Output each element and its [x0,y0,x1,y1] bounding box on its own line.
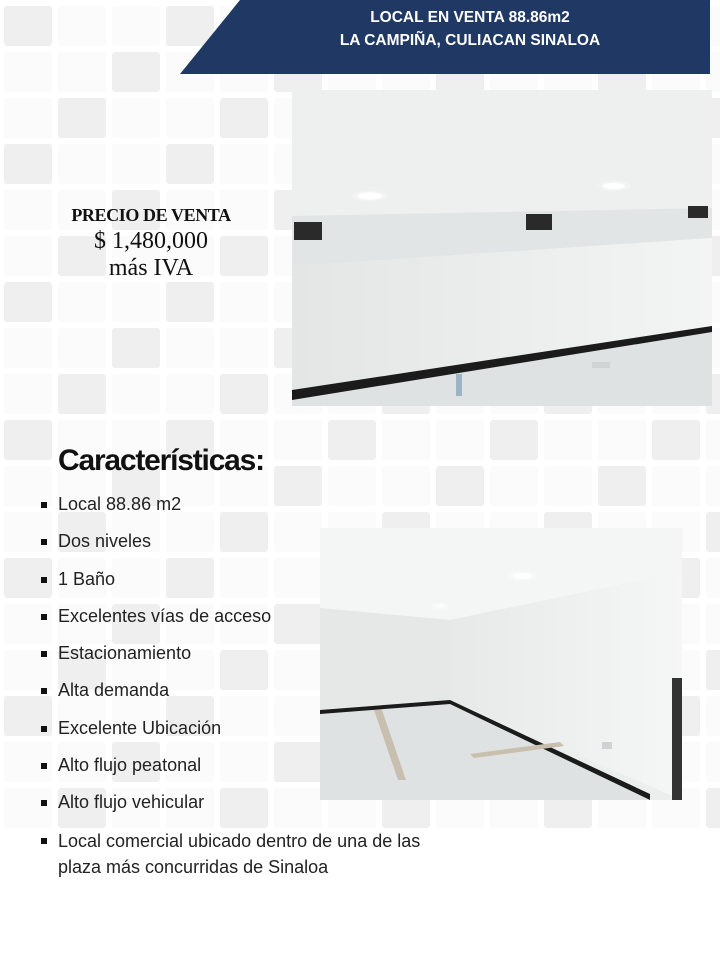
header-banner [180,0,710,74]
watermark-tile [58,98,106,138]
watermark-tile [544,466,592,506]
bullet-icon [41,800,47,806]
feature-text: 1 Baño [58,568,116,589]
watermark-tile [58,144,106,184]
watermark-tile [220,144,268,184]
price-label: PRECIO DE VENTA [71,205,231,225]
watermark-tile [4,144,52,184]
watermark-tile [598,466,646,506]
watermark-tile [382,420,430,460]
banner-line-1: LOCAL EN VENTA 88.86m2 [370,9,570,26]
watermark-tile [436,420,484,460]
watermark-tile [112,6,160,46]
watermark-tile [166,98,214,138]
watermark-tile [58,282,106,322]
feature-item [40,492,440,517]
watermark-tile [706,650,720,690]
watermark-tile [220,282,268,322]
watermark-tile [544,420,592,460]
feature-item [40,828,440,880]
watermark-tile [58,374,106,414]
watermark-tile [4,98,52,138]
interior-photo-wall [292,90,712,406]
watermark-tile [706,558,720,598]
feature-text: Excelentes vías de acceso [58,605,272,626]
feature-text: Local 88.86 m2 [58,494,182,514]
watermark-tile [706,788,720,828]
watermark-tile [112,52,160,92]
feature-text: Alta demanda [58,680,170,701]
watermark-tile [4,52,52,92]
feature-text: Excelente Ubicación [58,717,222,738]
watermark-tile [4,6,52,46]
feature-text: Dos niveles [58,531,152,552]
watermark-tile [58,328,106,368]
watermark-tile [112,328,160,368]
watermark-tile [706,742,720,782]
watermark-tile [706,512,720,552]
watermark-tile [490,466,538,506]
watermark-tile [166,328,214,368]
watermark-tile [58,52,106,92]
price-amount: $ 1,480,000 [94,228,208,254]
watermark-tile [706,696,720,736]
watermark-tile [220,374,268,414]
watermark-tile [274,420,322,460]
interior-photo-room [320,528,682,800]
watermark-tile [598,420,646,460]
bullet-icon [41,577,47,583]
bullet-icon [41,726,47,732]
watermark-tile [490,420,538,460]
watermark-tile [58,6,106,46]
watermark-tile [328,420,376,460]
watermark-tile [706,604,720,644]
watermark-tile [706,420,720,460]
watermark-tile [652,466,700,506]
price-block [40,205,262,282]
watermark-tile [166,374,214,414]
watermark-tile [112,98,160,138]
watermark-tile [166,282,214,322]
feature-text: Local comercial ubicado dentro de una de las plaza más concurridas de Sinaloa [58,830,421,877]
bullet-icon [41,763,47,769]
watermark-tile [4,374,52,414]
bullet-icon [41,651,47,657]
feature-text: Alto flujo vehicular [58,792,205,813]
watermark-tile [652,420,700,460]
watermark-tile [112,374,160,414]
banner-line-2: LA CAMPIÑA, CULIACAN SINALOA [339,32,601,49]
feature-text: Estacionamiento [58,643,192,664]
bullet-icon [41,688,47,694]
feature-text: Alto flujo peatonal [58,755,202,776]
features-heading: Características: [58,444,264,477]
banner-title [240,6,700,52]
watermark-tile [220,328,268,368]
watermark-tile [436,466,484,506]
watermark-tile [220,98,268,138]
bullet-icon [41,502,47,508]
bullet-icon [41,539,47,545]
watermark-tile [112,282,160,322]
watermark-tile [4,420,52,460]
bullet-icon [41,838,47,844]
price-tax: más IVA [108,255,194,281]
watermark-tile [4,282,52,322]
watermark-tile [4,328,52,368]
watermark-tile [166,144,214,184]
watermark-tile [706,466,720,506]
bullet-icon [41,614,47,620]
watermark-tile [112,144,160,184]
